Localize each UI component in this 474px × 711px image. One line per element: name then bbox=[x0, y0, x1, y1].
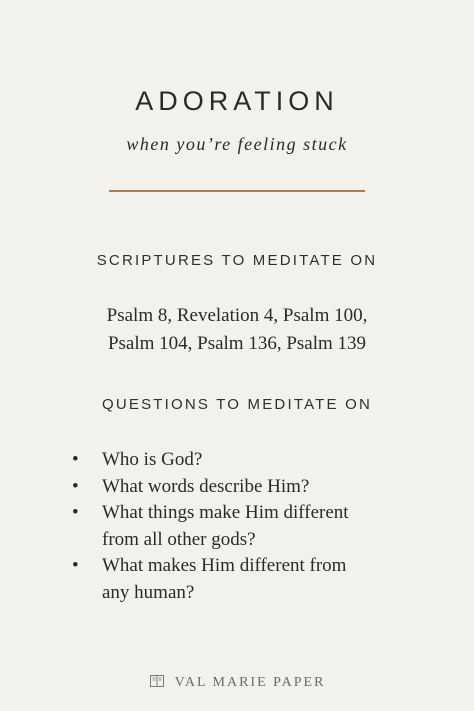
list-item bbox=[72, 447, 412, 474]
bullet-icon: • bbox=[72, 555, 79, 576]
scriptures-heading: SCRIPTURES TO MEDITATE ON bbox=[96, 252, 378, 269]
bullet-icon: • bbox=[72, 502, 79, 523]
bullet-icon: • bbox=[72, 475, 79, 497]
question-line: any human? bbox=[102, 581, 195, 603]
book-icon bbox=[149, 673, 165, 694]
bullet-icon: • bbox=[72, 449, 79, 470]
divider bbox=[109, 190, 365, 192]
list-item bbox=[72, 500, 412, 553]
scripture-list bbox=[0, 302, 474, 358]
question-list bbox=[72, 447, 412, 606]
list-item bbox=[72, 474, 412, 501]
question-line: What words describe Him? bbox=[102, 475, 310, 497]
scripture-line: Psalm 104, Psalm 136, Psalm 139 bbox=[107, 333, 367, 354]
page-subtitle: when you’re feeling stuck bbox=[126, 134, 348, 154]
scripture-line: Psalm 8, Revelation 4, Psalm 100, bbox=[106, 305, 368, 326]
question-line: Who is God? bbox=[102, 449, 203, 470]
question-line: What makes Him different from bbox=[102, 555, 347, 576]
question-line: What things make Him different bbox=[102, 502, 349, 523]
brand-name: VAL MARIE PAPER bbox=[174, 675, 326, 690]
page-title: ADORATION bbox=[135, 86, 339, 116]
list-item bbox=[72, 553, 412, 606]
questions-heading: QUESTIONS TO MEDITATE ON bbox=[101, 396, 373, 413]
question-line: from all other gods? bbox=[102, 528, 256, 550]
footer-brand bbox=[0, 673, 474, 694]
